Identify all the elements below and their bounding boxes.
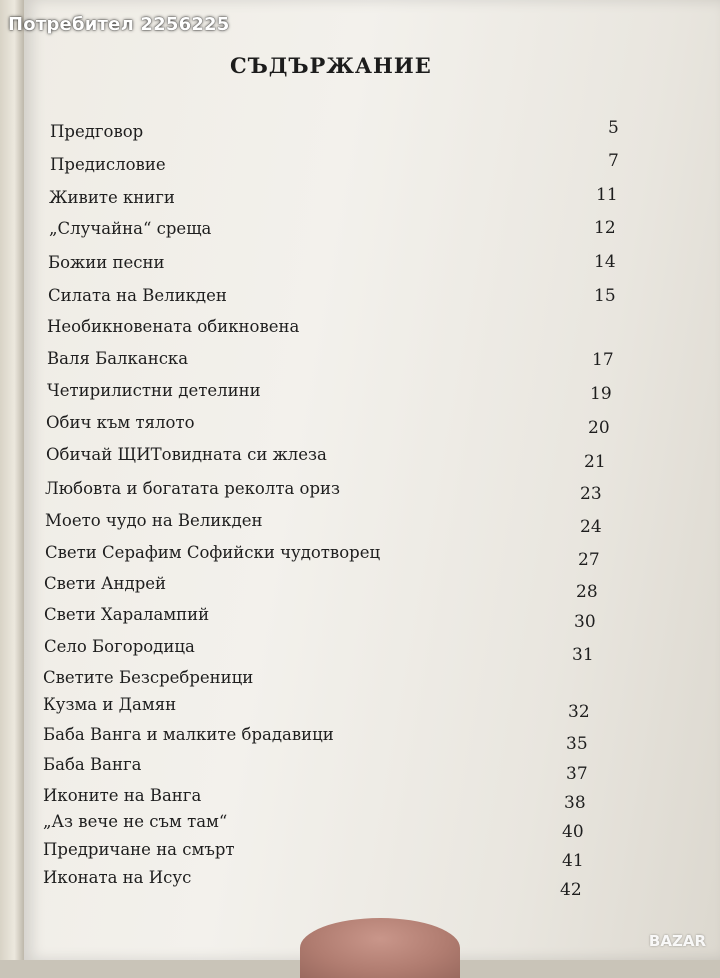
toc-entry-title: Четирилистни детелини [47,381,261,400]
toc-entry-title: Иконата на Исус [43,868,192,887]
toc-entry-title: Баба Ванга [43,755,142,774]
toc-entry-title: Свети Серафим Софийски чудотворец [45,543,381,562]
toc-entry-title: Свети Андрей [44,574,167,593]
toc-entry-title: Баба Ванга и малките брадавици [43,725,334,744]
toc-page-number: 20 [588,418,610,438]
toc-page-number: 28 [576,582,598,602]
toc-entry-title: Любовта и богатата реколта ориз [45,479,341,498]
toc-entry-title: Божии песни [48,253,165,272]
page-title: СЪДЪРЖАНИЕ [230,53,432,78]
toc-entry-title: Необикновената обикновена [47,317,300,336]
toc-page-number: 12 [594,218,616,238]
toc-page-number: 42 [560,880,582,900]
toc-page-number: 11 [596,185,618,205]
toc-page-number: 7 [608,151,619,171]
toc-page-number: 37 [566,764,588,784]
toc-page-number: 40 [562,822,584,842]
toc-page-number: 41 [562,851,584,871]
toc-page-number: 14 [594,252,616,272]
toc-page-number: 17 [592,350,614,370]
toc-page-number: 19 [590,384,612,404]
toc-page-number: 5 [608,118,619,138]
toc-entry-title: Обич към тялото [46,413,195,432]
toc-page-number: 38 [564,793,586,813]
toc-page-number: 21 [584,452,606,472]
toc-entry-title: „Случайна“ среща [49,219,212,238]
toc-entry-title: Моето чудо на Великден [45,511,263,530]
toc-page-number: 15 [594,286,616,306]
toc-entry-title: Свети Харалампий [44,605,210,624]
toc-entry-title: Обичай ЩИТовидната си жлеза [46,445,327,464]
toc-entry-title: Живите книги [49,188,175,207]
toc-page-number: 31 [572,645,594,665]
toc-page-number: 27 [578,550,600,570]
bazar-logo: BAZAR [648,932,706,950]
toc-entry-title: Иконите на Ванга [43,786,202,805]
toc-page-number: 35 [566,734,588,754]
toc-entry-title: „Аз вече не съм там“ [43,812,228,831]
toc-entry-title: Силата на Великден [48,286,227,305]
toc-entry-title: Светите Безсребреници [43,668,254,687]
toc-entry-title: Валя Балканска [47,349,189,368]
toc-page-number: 32 [568,702,590,722]
user-watermark: Потребител 2256225 [8,14,230,35]
toc-page-number: 30 [574,612,596,632]
toc-page-number: 24 [580,517,602,537]
toc-entry-title: Предговор [50,122,144,141]
toc-entry-title: Предисловие [50,155,166,174]
finger-thumb [300,918,460,978]
toc-entry-title: Село Богородица [44,637,195,656]
toc-page-number: 23 [580,484,602,504]
toc-entry-title: Предричане на смърт [43,840,235,859]
toc-entry-title: Кузма и Дамян [43,695,177,714]
